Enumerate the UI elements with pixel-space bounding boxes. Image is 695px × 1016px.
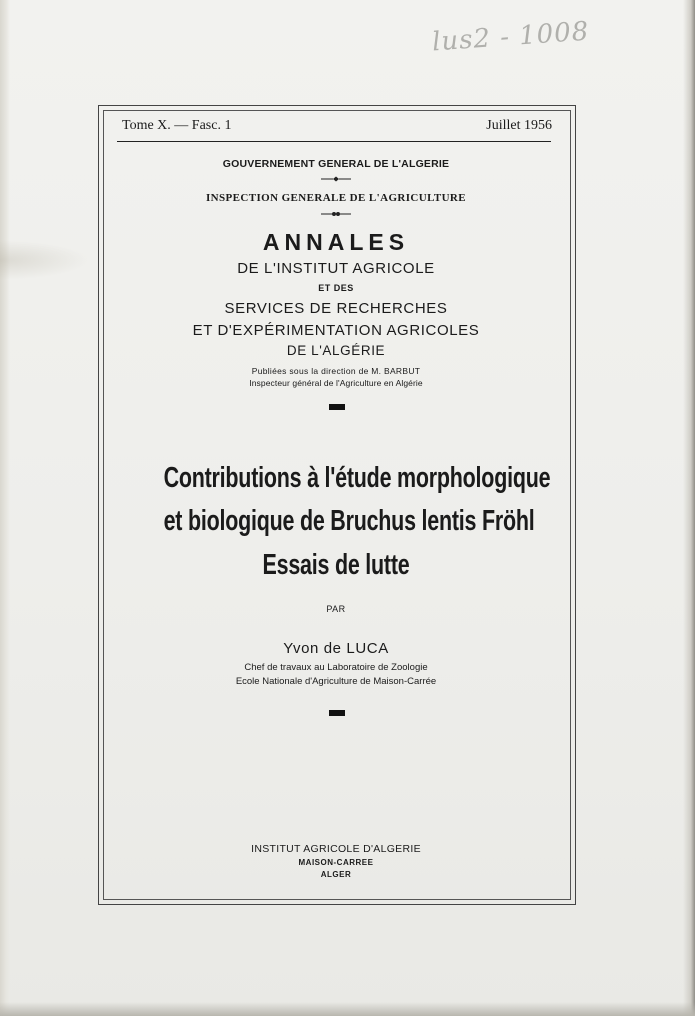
inspection-line: INSPECTION GENERALE DE L'AGRICULTURE — [205, 192, 467, 204]
separator-bar-1 — [329, 404, 345, 410]
handwritten-note: lus2 - 1008 — [431, 16, 591, 58]
series-line-institut: DE L'INSTITUT AGRICOLE — [237, 260, 435, 277]
paper-stain — [0, 240, 90, 280]
header-row — [122, 118, 552, 138]
series-title: ANNALES — [262, 229, 410, 255]
publisher-name: INSTITUT AGRICOLE D'ALGERIE — [251, 843, 421, 855]
series-line-experimentation: ET D'EXPÉRIMENTATION AGRICOLES — [192, 322, 480, 339]
inspector-title: Inspecteur général de l'Agriculture en Algérie — [249, 378, 423, 388]
paper-edge-right — [683, 0, 695, 1016]
publisher-city: MAISON-CARREE — [298, 858, 374, 867]
article-title-line-1: Contributions à l'étude morphologique — [163, 462, 551, 494]
article-title-line-3: Essais de lutte — [262, 549, 410, 581]
author-last-name: LUCA — [346, 640, 389, 657]
header-rule — [117, 141, 551, 142]
publication-direction: Publiées sous la direction de M. BARBUT — [251, 366, 421, 376]
series-line-services: SERVICES DE RECHERCHES — [224, 300, 448, 317]
separator-bar-2 — [329, 710, 345, 716]
author-affiliation-1: Chef de travaux au Laboratoire de Zoologie — [244, 662, 428, 673]
article-title-line-2: et biologique de Bruchus lentis Fröhl — [163, 505, 535, 537]
government-line: GOUVERNEMENT GENERAL DE L'ALGERIE — [222, 158, 450, 170]
ornament-divider-2 — [321, 211, 351, 217]
author-name — [103, 640, 569, 657]
paper-edge-bottom — [0, 1002, 695, 1016]
paper-edge-left — [0, 0, 10, 1016]
by-label: PAR — [326, 604, 346, 614]
author-affiliation-2: Ecole Nationale d'Agriculture de Maison-Carrée — [235, 676, 437, 687]
author-first-name: Yvon de — [283, 640, 342, 657]
ornament-divider-1 — [321, 176, 351, 182]
publisher-place: ALGER — [320, 870, 352, 879]
tome-label: Tome X. — Fasc. 1 — [122, 118, 232, 133]
series-line-algerie: DE L'ALGÉRIE — [286, 343, 386, 358]
issue-date: Juillet 1956 — [486, 118, 552, 133]
series-line-et-des: ET DES — [318, 283, 354, 293]
